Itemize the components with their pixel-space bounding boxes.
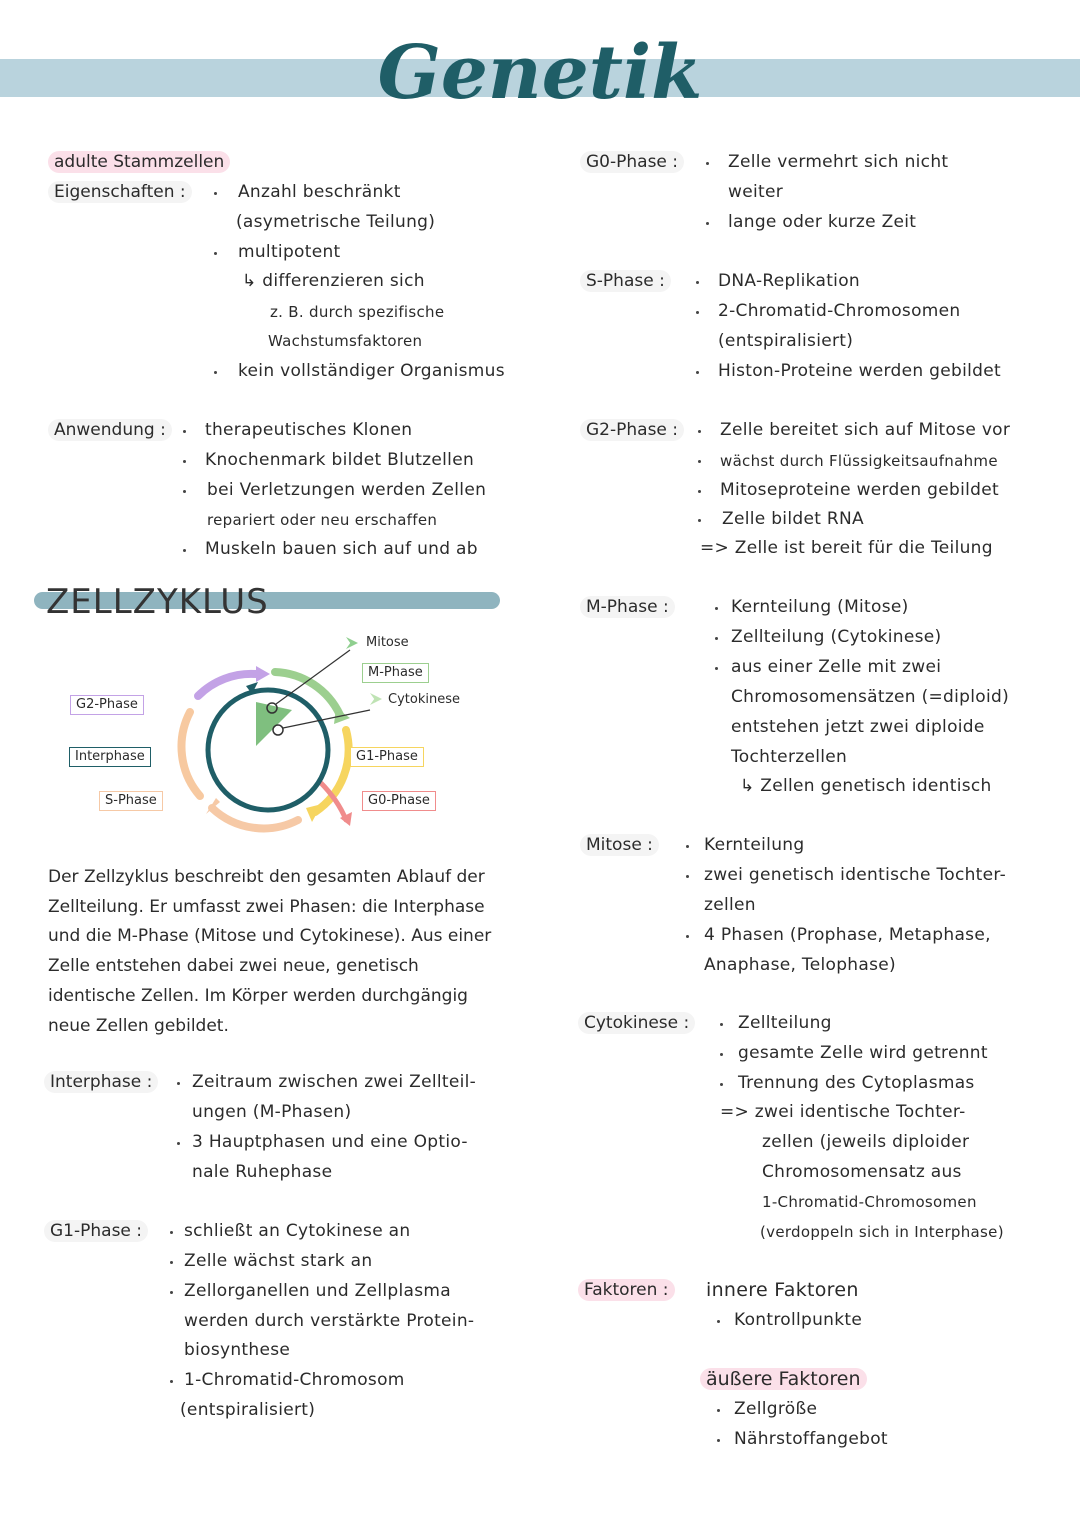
faktoren-label: Faktoren : [578, 1279, 675, 1301]
bullet [706, 222, 709, 225]
cell-cycle-diagram [160, 630, 390, 840]
prop-3: ↳ differenzieren sich [242, 271, 425, 291]
mitose-label: Mitose : [580, 834, 659, 856]
inner-factor-0: Kontrollpunkte [734, 1310, 863, 1330]
s-line-2: (entspiralisiert) [718, 331, 854, 351]
diag-s: S-Phase [99, 791, 163, 811]
outer-factor-1: Nährstoffangebot [734, 1429, 888, 1449]
cyto-line-5: Chromosomensatz aus [762, 1162, 962, 1182]
m-line-6: ↳ Zellen genetisch identisch [740, 776, 992, 796]
bullet [170, 1261, 173, 1264]
bullet [183, 460, 186, 463]
cyto-line-7: (verdoppeln sich in Interphase) [760, 1223, 1004, 1241]
bullet [698, 490, 701, 493]
diag-m-phase: M-Phase [362, 663, 429, 683]
prop-5: Wachstumsfaktoren [268, 332, 423, 350]
bullet [720, 1053, 723, 1056]
g0-line-2: lange oder kurze Zeit [728, 212, 917, 232]
bullet [686, 875, 689, 878]
m-line-2: aus einer Zelle mit zwei [731, 657, 942, 677]
bullet [214, 371, 217, 374]
g0-line-1: weiter [728, 182, 783, 202]
bullet [717, 1409, 720, 1412]
page-title: Genetik [377, 30, 703, 116]
inner-factors-heading: innere Faktoren [706, 1279, 859, 1301]
g1-line-6: (entspiralisiert) [180, 1400, 316, 1420]
bullet [715, 637, 718, 640]
g1-line-5: 1-Chromatid-Chromosom [184, 1370, 405, 1390]
bullet [715, 607, 718, 610]
prop-0: Anzahl beschränkt [238, 182, 401, 202]
bullet [698, 430, 701, 433]
bullet [717, 1439, 720, 1442]
ring-g1 [315, 730, 349, 812]
prop-6: kein vollständiger Organismus [238, 361, 505, 381]
bullet [686, 845, 689, 848]
cyto-line-2: Trennung des Cytoplasmas [738, 1073, 975, 1093]
m-label: M-Phase : [580, 596, 675, 618]
cyto-line-6: 1-Chromatid-Chromosomen [762, 1193, 977, 1211]
g1-line-1: Zelle wächst stark an [184, 1251, 373, 1271]
g2-line-3: Zelle bildet RNA [722, 509, 864, 529]
g0-line-0: Zelle vermehrt sich nicht [728, 152, 949, 172]
bullet [715, 667, 718, 670]
bullet [720, 1083, 723, 1086]
outer-factors-heading: äußere Faktoren [700, 1368, 867, 1390]
diag-g0: G0-Phase [362, 791, 436, 811]
m-line-0: Kernteilung (Mitose) [731, 597, 909, 617]
arrow-g2 [256, 666, 270, 682]
bullet [698, 460, 701, 463]
m-line-3: Chromosomensätzen (=diploid) [731, 687, 1010, 707]
bullet [696, 281, 699, 284]
s-line-3: Histon-Proteine werden gebildet [718, 361, 1001, 381]
g1-label: G1-Phase : [44, 1220, 148, 1242]
g2-line-2: Mitoseproteine werden gebildet [720, 480, 999, 500]
g2-label: G2-Phase : [580, 419, 684, 441]
bullet [183, 430, 186, 433]
g1-line-0: schließt an Cytokinese an [184, 1221, 411, 1241]
mitose-line-2: zellen [704, 895, 756, 915]
m-phase-wedge [256, 702, 292, 746]
cyto-line-4: zellen (jeweils diploider [762, 1132, 970, 1152]
m-line-5: Tochterzellen [731, 747, 848, 767]
g2-line-1: wächst durch Flüssigkeitsaufnahme [720, 452, 998, 470]
g2-line-0: Zelle bereitet sich auf Mitose vor [720, 420, 1011, 440]
s-line-1: 2-Chromatid-Chromosomen [718, 301, 961, 321]
m-line-4: entstehen jetzt zwei diploide [731, 717, 985, 737]
diag-mitose: Mitose [366, 635, 409, 650]
use-2: bei Verletzungen werden Zellen [207, 480, 487, 500]
bullet [696, 311, 699, 314]
interphase-line-2: 3 Hauptphasen und eine Optio- [192, 1132, 468, 1152]
bullet [696, 371, 699, 374]
bullet [177, 1082, 180, 1085]
bullet [183, 549, 186, 552]
prop-1: (asymetrische Teilung) [236, 212, 436, 232]
bullet [214, 192, 217, 195]
use-1: Knochenmark bildet Blutzellen [205, 450, 475, 470]
g0-label: G0-Phase : [580, 151, 684, 173]
bullet [720, 1023, 723, 1026]
bullet [183, 490, 186, 493]
diag-g2: G2-Phase [70, 695, 144, 715]
prop-2: multipotent [238, 242, 341, 262]
interphase-line-1: ungen (M-Phasen) [192, 1102, 352, 1122]
bullet [214, 252, 217, 255]
prop-4: z. B. durch spezifische [270, 303, 445, 321]
ring-interphase [182, 712, 200, 796]
zellzyklus-heading: ZELLZYKLUS [46, 582, 269, 622]
mitose-line-3: 4 Phasen (Prophase, Metaphase, [704, 925, 991, 945]
g2-line-4: => Zelle ist bereit für die Teilung [700, 538, 993, 558]
cytokinese-label: Cytokinese : [578, 1012, 695, 1034]
bullet [170, 1380, 173, 1383]
interphase-line-0: Zeitraum zwischen zwei Zellteil- [192, 1072, 477, 1092]
g1-line-2: Zellorganellen und Zellplasma [184, 1281, 451, 1301]
stem-heading: adulte Stammzellen [48, 151, 230, 173]
cyto-line-1: gesamte Zelle wird getrennt [738, 1043, 988, 1063]
m-line-1: Zellteilung (Cytokinese) [731, 627, 942, 647]
interphase-label: Interphase : [44, 1071, 158, 1093]
g1-line-4: biosynthese [184, 1340, 291, 1360]
bullet [698, 519, 701, 522]
bullet [717, 1320, 720, 1323]
s-label: S-Phase : [580, 270, 671, 292]
interphase-line-3: nale Ruhephase [192, 1162, 333, 1182]
cyto-line-0: Zellteilung [738, 1013, 832, 1033]
diag-interphase: Interphase [69, 747, 151, 767]
cyto-line-3: => zwei identische Tochter- [720, 1102, 966, 1122]
mitose-line-0: Kernteilung [704, 835, 805, 855]
s-line-0: DNA-Replikation [718, 271, 860, 291]
bullet [170, 1231, 173, 1234]
mitose-line-1: zwei genetisch identische Tochter- [704, 865, 1007, 885]
bullet [686, 935, 689, 938]
anwendung-label: Anwendung : [48, 419, 172, 441]
g1-line-3: werden durch verstärkte Protein- [184, 1311, 475, 1331]
bullet [706, 162, 709, 165]
zellzyklus-paragraph: Der Zellzyklus beschreibt den gesamten Ablauf der Zellteilung. Er umfasst zwei Phasen: die Interphase und die M-Phase (Mitose und Cytokinese). Aus einer Zelle entstehen dabei zwei neue, genetisch identische Zellen. Im Körper werden durchgängig neue Zellen gebildet. [48, 867, 492, 1036]
bullet [177, 1142, 180, 1145]
use-4: Muskeln bauen sich auf und ab [205, 539, 478, 559]
eigenschaften-label: Eigenschaften : [48, 181, 192, 203]
bullet [170, 1291, 173, 1294]
use-3: repariert oder neu erschaffen [207, 511, 438, 529]
diag-cytokinese: Cytokinese [388, 692, 460, 707]
mitose-line-4: Anaphase, Telophase) [704, 955, 896, 975]
diag-g1: G1-Phase [350, 747, 424, 767]
use-0: therapeutisches Klonen [205, 420, 413, 440]
outer-factor-0: Zellgröße [734, 1399, 818, 1419]
